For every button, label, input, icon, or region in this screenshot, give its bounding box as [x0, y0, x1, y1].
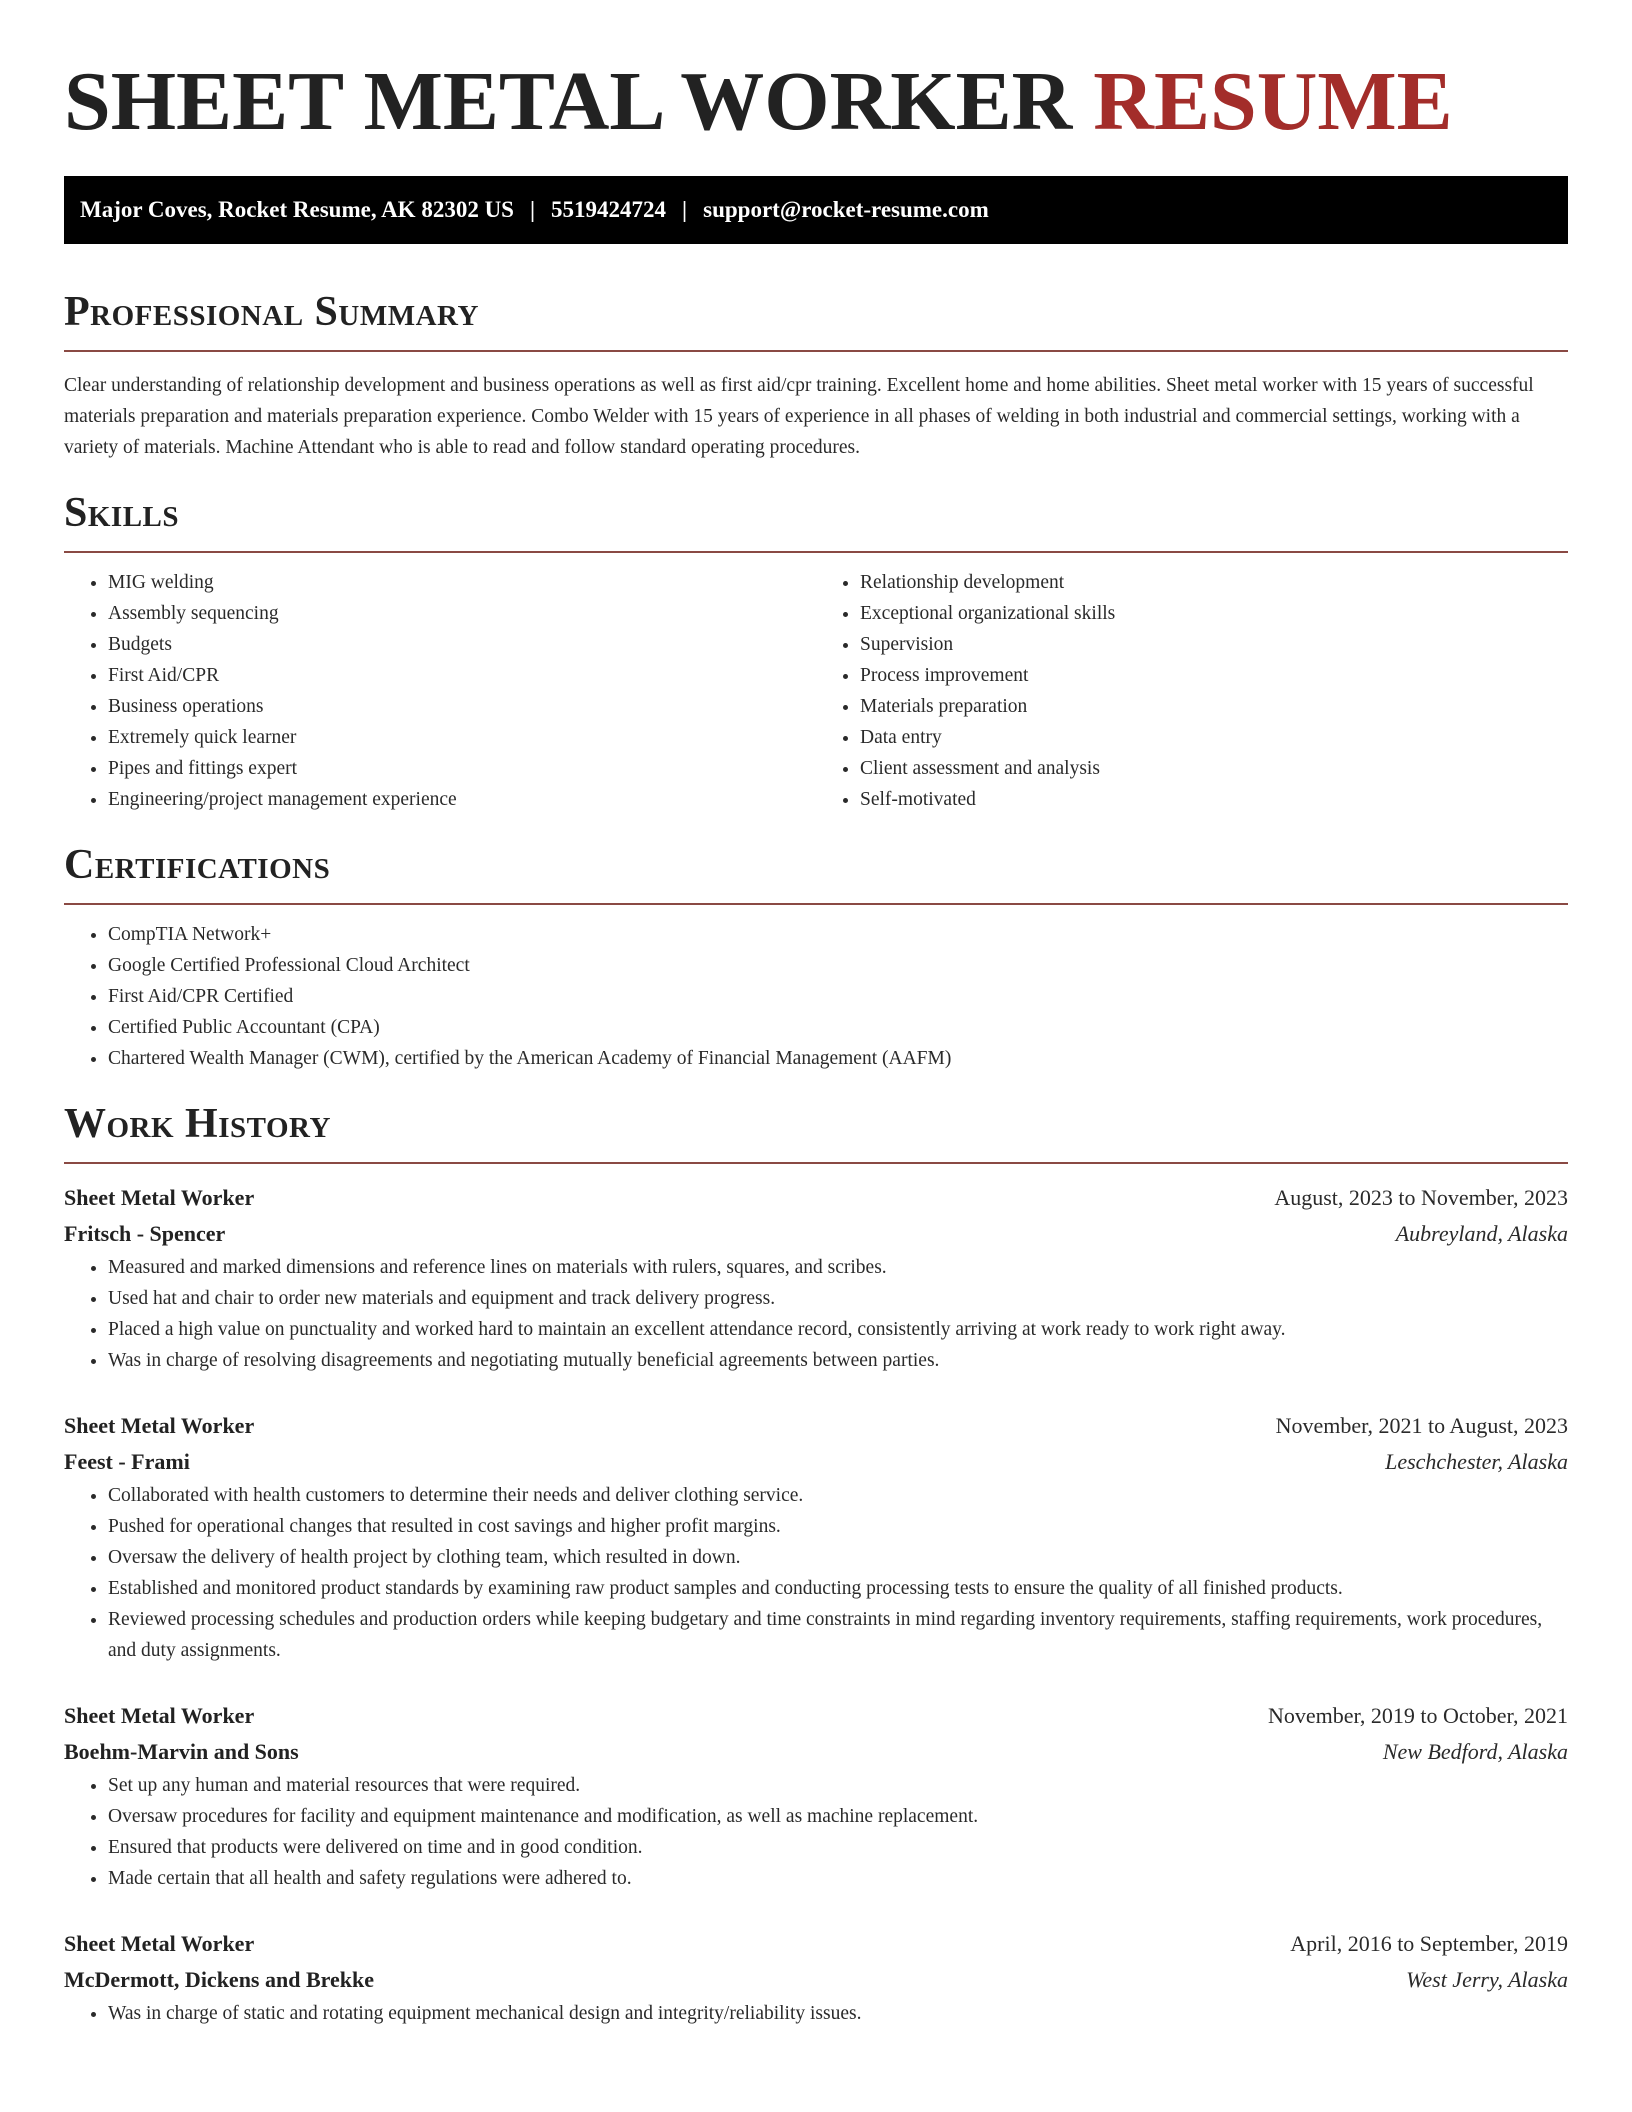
skill-item: • Extremely quick learner: [108, 722, 816, 753]
job-bullet: • Oversaw the delivery of health project by clothing team, which resulted in down.: [108, 1542, 1568, 1573]
skills-list-left: [64, 567, 816, 815]
contact-email[interactable]: support@rocket-resume.com: [703, 197, 989, 222]
contact-separator: |: [529, 197, 536, 222]
summary-heading: Professional Summary: [64, 289, 479, 335]
job-location: Leschchester, Alaska: [1385, 1449, 1568, 1474]
job-bullet: • Set up any human and material resources that were required.: [108, 1770, 1568, 1801]
summary-section: [64, 288, 1568, 463]
job-company: Fritsch - Spencer: [64, 1221, 226, 1246]
job-header-row: [64, 1180, 1568, 1216]
job-bullet: • Reviewed processing schedules and production orders while keeping budgetary and time constraints in mind regarding inventory requirements, staffing requirements, work procedures, and duty assignments.: [108, 1604, 1568, 1666]
certification-item: • Google Certified Professional Cloud Architect: [108, 950, 1568, 981]
section-divider: [64, 350, 1568, 352]
job-title: Sheet Metal Worker: [64, 1413, 255, 1438]
certification-item: • First Aid/CPR Certified: [108, 981, 1568, 1012]
skill-item: • Budgets: [108, 629, 816, 660]
job-entry: [64, 1926, 1568, 2029]
certifications-list: [64, 919, 1568, 1074]
certification-item: • Certified Public Accountant (CPA): [108, 1012, 1568, 1043]
work-heading: Work History: [64, 1101, 331, 1147]
job-company-row: [64, 1216, 1568, 1252]
skill-item: • Supervision: [860, 629, 1568, 660]
skills-grid: [64, 567, 1568, 815]
job-company: Boehm-Marvin and Sons: [64, 1739, 299, 1764]
skill-item: • Materials preparation: [860, 691, 1568, 722]
job-company: Feest - Frami: [64, 1449, 190, 1474]
job-title: Sheet Metal Worker: [64, 1703, 255, 1728]
skill-item: • Business operations: [108, 691, 816, 722]
certification-item: • Chartered Wealth Manager (CWM), certified by the American Academy of Financial Management (AAFM): [108, 1043, 1568, 1074]
certifications-section: [64, 841, 1568, 1074]
job-entry: [64, 1698, 1568, 1894]
work-section: [64, 1100, 1568, 2029]
skill-item: • Pipes and fittings expert: [108, 753, 816, 784]
title-main: SHEET METAL WORKER: [64, 55, 1073, 148]
job-bullet: • Pushed for operational changes that resulted in cost savings and higher profit margins.: [108, 1511, 1568, 1542]
contact-bar: [64, 176, 1568, 244]
skill-item: • Relationship development: [860, 567, 1568, 598]
job-bullets: [64, 1480, 1568, 1666]
job-location: Aubreyland, Alaska: [1395, 1221, 1568, 1246]
job-company-row: [64, 1962, 1568, 1998]
jobs-list: [64, 1180, 1568, 2029]
job-title: Sheet Metal Worker: [64, 1931, 255, 1956]
job-header-row: [64, 1698, 1568, 1734]
job-entry: [64, 1180, 1568, 1376]
job-company-row: [64, 1734, 1568, 1770]
contact-address: Major Coves, Rocket Resume, AK 82302 US: [80, 197, 514, 222]
section-divider: [64, 1162, 1568, 1164]
job-bullet: • Used hat and chair to order new materials and equipment and track delivery progress.: [108, 1283, 1568, 1314]
job-bullets: [64, 1252, 1568, 1376]
job-header-row: [64, 1926, 1568, 1962]
resume-page: [64, 0, 1568, 2061]
job-bullet: • Ensured that products were delivered on time and in good condition.: [108, 1832, 1568, 1863]
job-bullet: • Oversaw procedures for facility and equipment maintenance and modification, as well as machine replacement.: [108, 1801, 1568, 1832]
page-title: [64, 55, 1568, 148]
skill-item: • Client assessment and analysis: [860, 753, 1568, 784]
skill-item: • Process improvement: [860, 660, 1568, 691]
title-accent: RESUME: [1093, 55, 1453, 148]
certification-item: • CompTIA Network+: [108, 919, 1568, 950]
job-title: Sheet Metal Worker: [64, 1185, 255, 1210]
skills-section: [64, 489, 1568, 815]
skill-item: • Engineering/project management experience: [108, 784, 816, 815]
job-location: West Jerry, Alaska: [1406, 1967, 1568, 1992]
skill-item: • First Aid/CPR: [108, 660, 816, 691]
skill-item: • Data entry: [860, 722, 1568, 753]
skill-item: • Assembly sequencing: [108, 598, 816, 629]
job-header-row: [64, 1408, 1568, 1444]
job-dates: November, 2019 to October, 2021: [1267, 1703, 1568, 1728]
job-entry: [64, 1408, 1568, 1666]
job-bullet: • Was in charge of static and rotating equipment mechanical design and integrity/reliability issues.: [108, 1998, 1568, 2029]
section-divider: [64, 903, 1568, 905]
skill-item: • Exceptional organizational skills: [860, 598, 1568, 629]
summary-text: Clear understanding of relationship development and business operations as well as first aid/cpr training. Excellent home and home abilities. Sheet metal worker with 15 years of successful materials preparation and materials preparation experience. Combo Welder with 15 years of experience in all phases of welding in both industrial and commercial settings, working with a variety of materials. Machine Attendant who is able to read and follow standard operating procedures.: [64, 375, 1534, 458]
job-bullet: • Placed a high value on punctuality and worked hard to maintain an excellent attendance record, consistently arriving at work ready to work right away.: [108, 1314, 1568, 1345]
job-company: McDermott, Dickens and Brekke: [64, 1967, 374, 1992]
job-dates: April, 2016 to September, 2019: [1290, 1931, 1568, 1956]
contact-phone[interactable]: 5519424724: [551, 197, 667, 222]
skills-list-right: [816, 567, 1568, 815]
skills-heading: Skills: [64, 490, 180, 536]
job-bullet: • Collaborated with health customers to determine their needs and deliver clothing service.: [108, 1480, 1568, 1511]
job-bullet: • Made certain that all health and safety regulations were adhered to.: [108, 1863, 1568, 1894]
job-bullet: • Measured and marked dimensions and reference lines on materials with rulers, squares, and scribes.: [108, 1252, 1568, 1283]
certifications-heading: Certifications: [64, 842, 331, 888]
skill-item: • MIG welding: [108, 567, 816, 598]
job-dates: August, 2023 to November, 2023: [1274, 1185, 1568, 1210]
job-bullets: [64, 1770, 1568, 1894]
job-bullets: [64, 1998, 1568, 2029]
section-divider: [64, 551, 1568, 553]
contact-separator: |: [682, 197, 688, 222]
job-company-row: [64, 1444, 1568, 1480]
job-location: New Bedford, Alaska: [1382, 1739, 1568, 1764]
job-bullet: • Established and monitored product standards by examining raw product samples and conducting processing tests to ensure the quality of all finished products.: [108, 1573, 1568, 1604]
job-bullet: • Was in charge of resolving disagreements and negotiating mutually beneficial agreements between parties.: [108, 1345, 1568, 1376]
job-dates: November, 2021 to August, 2023: [1275, 1413, 1568, 1438]
skill-item: • Self-motivated: [860, 784, 1568, 815]
